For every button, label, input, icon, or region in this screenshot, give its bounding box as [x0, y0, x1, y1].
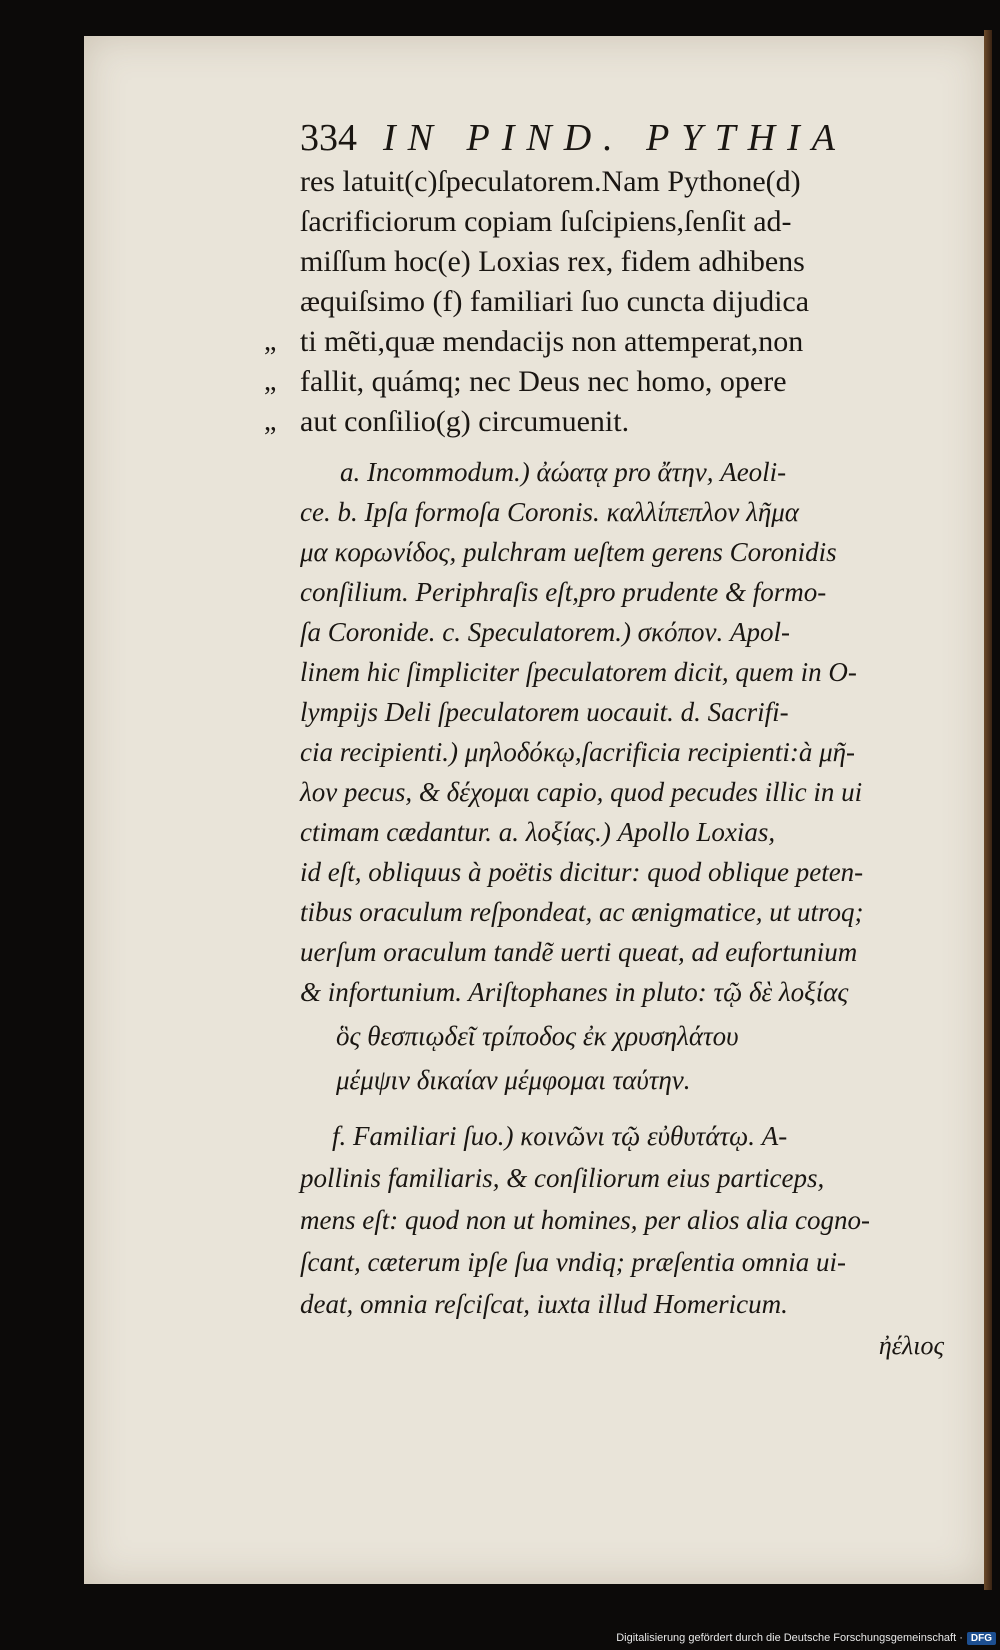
running-head	[300, 116, 900, 166]
text-line: miſſum hoc(e) Loxias rex, fidem adhibens	[300, 245, 805, 278]
note-line: deat, omnia reſciſcat, iuxta illud Homericum.	[300, 1289, 788, 1319]
note-line: lympijs Deli ſpeculatorem uocauit. d. Sacrifi-	[300, 697, 789, 727]
note-line: a. Incommodum.) ἀώατᾳ pro ἄτην, Aeoli-	[340, 457, 787, 487]
note-line: ce. b. Ipſa formoſa Coronis. καλλίπεπλον λῆμα	[300, 497, 799, 527]
note-line: id eſt, obliquus à poëtis dicitur: quod oblique peten-	[300, 857, 864, 887]
note-line: pollinis familiaris, & conſiliorum eius particeps,	[300, 1163, 825, 1193]
footer-text: Digitalisierung gefördert durch die Deutsche Forschungsgemeinschaft ·	[616, 1632, 963, 1644]
note-line: μα κορωνίδος, pulchram ueſtem gerens Coronidis	[300, 537, 837, 567]
catchword: ἠέλιος	[878, 1331, 944, 1360]
greek-verse-line: ὃς θεσπιῳδεῖ τρίποδος ἐκ χρυσηλάτου	[336, 1021, 739, 1051]
text-line: res latuit(c)ſpeculatorem.Nam Pythone(d)	[300, 165, 801, 198]
text-line: æquiſsimo (f) familiari ſuo cuncta dijudica	[300, 285, 810, 318]
note-line: conſilium. Periphraſis eſt,pro prudente & formo-	[300, 577, 827, 607]
note-line: tibus oraculum reſpondeat, ac ænigmatice, ut utroq;	[300, 897, 864, 927]
page-number: 334	[300, 117, 357, 159]
note-line: λον pecus, & δέχομαι capio, quod pecudes illic in ui	[300, 777, 863, 807]
text-line: fallit, quámq; nec Deus nec homo, opere	[300, 365, 787, 398]
note-line: & infortunium. Ariſtophanes in pluto: τῷ δὲ λοξίας	[300, 977, 849, 1007]
text-line: ſacrificiorum copiam ſuſcipiens,ſenſit ad-	[300, 205, 792, 238]
greek-verse-line: μέμψιν δικαίαν μέμφομαι ταύτην.	[336, 1065, 691, 1095]
note-line: f. Familiari ſuo.) κοινῶνι τῷ εὐθυτάτῳ. A-	[332, 1121, 788, 1151]
note-line: mens eſt: quod non ut homines, per alios alia cogno-	[300, 1205, 870, 1235]
running-title: IN PIND. PYTHIA	[383, 117, 847, 159]
note-line: ctimam cædantur. a. λοξίας.) Apollo Loxias,	[300, 817, 776, 847]
note-line: uerſum oraculum tandẽ uerti queat, ad eufortunium	[300, 937, 858, 967]
note-line: ſcant, cæterum ipſe ſua vndiq; præſentia omnia ui-	[300, 1247, 846, 1277]
note-line: cia recipienti.) μηλοδόκῳ,ſacrificia recipienti:à μῆ-	[300, 737, 856, 767]
quotation-mark: „	[264, 366, 277, 397]
quotation-mark: „	[264, 406, 277, 437]
page-edge	[984, 30, 992, 1590]
digitization-footer	[616, 1630, 996, 1646]
text-line: ti mẽti,quæ mendacijs non attemperat,non	[300, 325, 804, 358]
note-line: ſa Coronide. c. Speculatorem.) σκόπον. Apol-	[300, 617, 790, 647]
text-line: aut conſilio(g) circumuenit.	[300, 405, 630, 438]
dfg-logo: DFG	[967, 1632, 996, 1645]
quotation-mark: „	[264, 326, 277, 357]
note-line: linem hic ſimpliciter ſpeculatorem dicit, quem in O-	[300, 657, 857, 687]
